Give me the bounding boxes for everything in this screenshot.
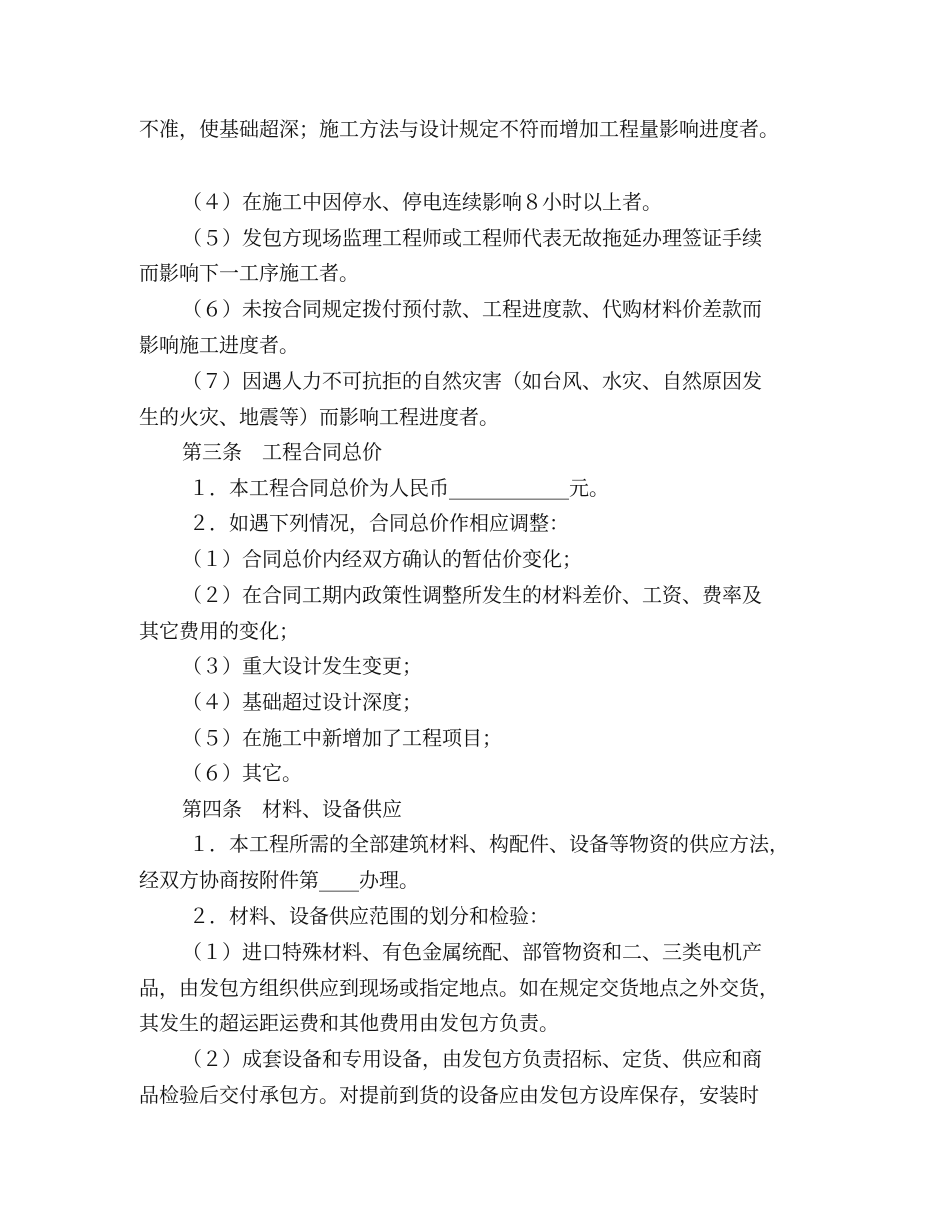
text-line: 其它费用的变化；: [139, 619, 299, 643]
text-line: ２．如遇下列情况，合同总价作相应调整：: [189, 511, 569, 535]
text-line: （２）成套设备和专用设备，由发包方负责招标、定货、供应和商: [182, 1047, 762, 1071]
text-line: １．本工程所需的全部建筑材料、构配件、设备等物资的供应方法，: [189, 832, 789, 856]
text-line: 不准，使基础超深；施工方法与设计规定不符而增加工程量影响进度者。: [139, 117, 779, 141]
text-line: （５）在施工中新增加了工程项目；: [182, 726, 502, 750]
text-line: （３）重大设计发生变更；: [182, 654, 422, 678]
text-line: （７）因遇人力不可抗拒的自然灾害（如台风、水灾、自然原因发: [182, 369, 762, 393]
section-heading: 第三条 工程合同总价: [182, 440, 382, 464]
text-line: ２．材料、设备供应范围的划分和检验：: [189, 904, 549, 928]
section-heading: 第四条 材料、设备供应: [182, 797, 402, 821]
text-line: （６）其它。: [182, 761, 302, 785]
text-line: （２）在合同工期内政策性调整所发生的材料差价、工资、费率及: [182, 583, 762, 607]
text-line: 其发生的超运距运费和其他费用由发包方负责。: [139, 1011, 559, 1035]
text-line: 品检验后交付承包方。对提前到货的设备应由发包方设库保存，安装时: [139, 1083, 759, 1107]
text-line: 而影响下一工序施工者。: [139, 261, 359, 285]
text-line: （１）进口特殊材料、有色金属统配、部管物资和二、三类电机产: [182, 940, 762, 964]
text-line: （６）未按合同规定拨付预付款、工程进度款、代购材料价差款而: [182, 297, 762, 321]
text-line: 生的火灾、地震等）而影响工程进度者。: [139, 405, 499, 429]
text-line: １．本工程合同总价为人民币____________元。: [189, 476, 609, 500]
text-line: 影响施工进度者。: [139, 333, 299, 357]
text-line: （１）合同总价内经双方确认的暂估价变化；: [182, 547, 582, 571]
text-line: 品，由发包方组织供应到现场或指定地点。如在规定交货地点之外交货，: [139, 976, 779, 1000]
text-line: 经双方协商按附件第____办理。: [139, 868, 419, 892]
text-line: （５）发包方现场监理工程师或工程师代表无故拖延办理签证手续: [182, 226, 762, 250]
text-line: （４）基础超过设计深度；: [182, 690, 422, 714]
text-line: （４）在施工中因停水、停电连续影响８小时以上者。: [182, 190, 662, 214]
